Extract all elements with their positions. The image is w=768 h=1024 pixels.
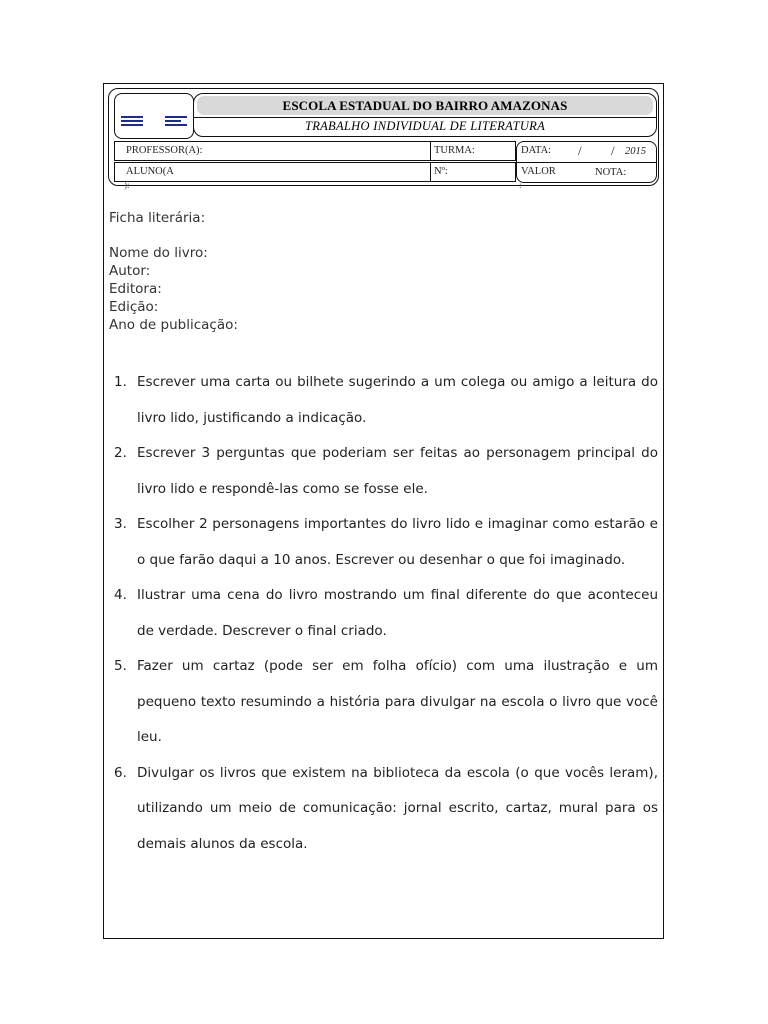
aluno-label-cont: ):: [124, 180, 130, 190]
aluno-label: ALUNO(A: [126, 166, 174, 177]
data-label: DATA:: [521, 145, 552, 156]
divider: [517, 162, 656, 163]
valor-label-cont: :: [519, 180, 522, 190]
field-autor: Autor:: [109, 263, 151, 279]
worksheet-page: [103, 83, 664, 939]
item-text: Escolher 2 personagens importantes do livro lido e imaginar como estarão e o que farão daqui a 10 anos. Escrever ou desenhar o que foi imaginado.: [137, 516, 658, 568]
list-item: [112, 507, 658, 578]
item-number: 5.: [114, 658, 127, 674]
list-item: [112, 649, 658, 756]
ficha-title: Ficha literária:: [109, 210, 206, 226]
item-number: 6.: [114, 764, 127, 781]
worksheet-header: [108, 88, 659, 190]
professor-row: [114, 141, 516, 161]
assignment-title: TRABALHO INDIVIDUAL DE LITERATURA: [304, 119, 546, 133]
school-title-box: [193, 93, 657, 137]
turma-label: TURMA:: [434, 145, 475, 156]
item-number: 1.: [114, 374, 127, 390]
date-grade-box: [516, 141, 657, 183]
aluno-row: [114, 162, 516, 182]
list-item: [112, 578, 658, 649]
field-edicao: Edição:: [109, 299, 159, 315]
date-slash: /: [611, 143, 615, 158]
field-ano-de-publicacao: Ano de publicação:: [109, 317, 238, 333]
divider: [430, 163, 431, 181]
field-nome-do-livro: Nome do livro:: [109, 245, 208, 261]
divider: [430, 142, 431, 160]
field-editora: Editora:: [109, 281, 162, 297]
list-item: [112, 365, 658, 436]
list-item: [112, 436, 658, 507]
item-text: Escrever 3 perguntas que poderiam ser feitas ao personagem principal do livro lido e respondê-las como se fosse ele.: [137, 445, 658, 497]
list-item: [112, 756, 658, 863]
item-text: Escrever uma carta ou bilhete sugerindo a um colega ou amigo a leitura do livro lido, justificando a indicação.: [137, 374, 658, 426]
professor-label: PROFESSOR(A):: [126, 145, 203, 156]
task-list: [112, 365, 658, 862]
numero-label: Nº:: [434, 166, 448, 177]
item-number: 4.: [114, 587, 127, 603]
valor-label: VALOR: [521, 166, 556, 177]
item-number: 2.: [114, 445, 127, 461]
item-text: Divulgar os livros que existem na biblioteca da escola (o que vocês leram), utilizando um meio de comunicação: jornal escrito, cartaz, mural para os demais alunos da escola.: [137, 764, 658, 852]
date-year: 2015: [625, 146, 646, 157]
school-logo: [114, 93, 194, 139]
item-text: Ilustrar uma cena do livro mostrando um final diferente do que aconteceu de verdade. Descrever o final criado.: [137, 587, 658, 639]
school-name: ESCOLA ESTADUAL DO BAIRRO AMAZONAS: [197, 96, 653, 115]
ficha-fields: [109, 244, 238, 334]
date-slash: /: [578, 143, 582, 158]
menu-lines-icon: [121, 116, 143, 127]
item-number: 3.: [114, 516, 127, 532]
nota-label: NOTA:: [595, 167, 627, 178]
item-text: Fazer um cartaz (pode ser em folha ofício) com uma ilustração e um pequeno texto resumindo a história para divulgar na escola o livro que você leu.: [137, 658, 658, 745]
menu-lines-icon: [165, 116, 187, 127]
